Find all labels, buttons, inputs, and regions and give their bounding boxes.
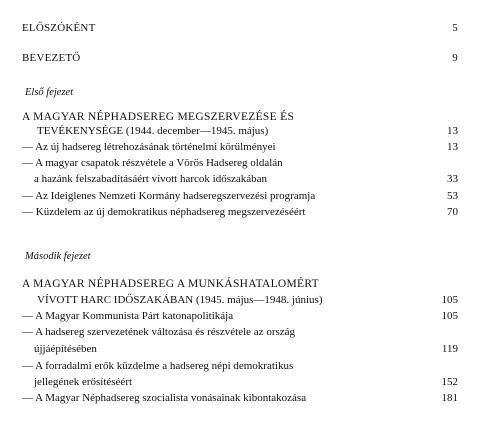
chapter-title-page: 13 bbox=[447, 125, 458, 137]
toc-entry-title: BEVEZETŐ bbox=[22, 52, 81, 64]
toc-item-page: 70 bbox=[447, 206, 458, 218]
toc-item-text: jellegének erősítéséért bbox=[34, 376, 133, 388]
toc-item-page: 181 bbox=[441, 392, 458, 404]
chapter-label-text: Második fejezet bbox=[25, 251, 91, 262]
chapter-title-page: 105 bbox=[441, 294, 458, 306]
toc-item-text: — Az új hadsereg létrehozásának történelmi körülményei bbox=[22, 141, 276, 153]
chapter-title-text: TEVÉKENYSÉGE (1944. december—1945. május) bbox=[37, 125, 269, 137]
chapter-title-text: A MAGYAR NÉPHADSEREG A MUNKÁSHATALOMÉRT bbox=[22, 278, 319, 290]
toc-item-page: 105 bbox=[441, 310, 458, 322]
toc-item-page: 53 bbox=[447, 190, 458, 202]
toc-item-page: 33 bbox=[447, 173, 458, 185]
toc-item-text: a hazánk felszabadításáért vívott harcok időszakában bbox=[34, 173, 268, 185]
toc-entry-title: ELŐSZÓKÉNT bbox=[22, 22, 96, 34]
chapter-label-text: Első fejezet bbox=[25, 87, 74, 98]
toc-item-text: — A Magyar Néphadsereg szocialista vonásainak kibontakozása bbox=[22, 392, 307, 404]
toc-entry-page: 5 bbox=[452, 22, 458, 34]
toc-item-text: — A Magyar Kommunista Párt katonapolitikája bbox=[22, 310, 234, 322]
toc-item-page: 152 bbox=[441, 376, 458, 388]
chapter-title-text: A MAGYAR NÉPHADSEREG MEGSZERVEZÉSE ÉS bbox=[22, 111, 295, 123]
toc-item-text: — Az Ideiglenes Nemzeti Kormány hadseregszervezési programja bbox=[22, 190, 316, 202]
toc-item-text: — A magyar csapatok részvétele a Vörös Hadsereg oldalán bbox=[22, 157, 283, 169]
toc-item-text: — A forradalmi erők küzdelme a hadsereg népi demokratikus bbox=[22, 360, 294, 372]
toc-item-page: 119 bbox=[441, 343, 458, 355]
toc-item-page: 13 bbox=[447, 141, 458, 153]
toc-item-text: újjáépítésében bbox=[34, 343, 97, 355]
toc-entry-page: 9 bbox=[452, 52, 458, 64]
chapter-title-text: VÍVOTT HARC IDŐSZAKÁBAN (1945. május—1948. június) bbox=[37, 294, 323, 306]
toc-item-text: — Küzdelem az új demokratikus néphadsereg megszervezéséért bbox=[22, 206, 306, 218]
toc-item-text: — A hadsereg szervezetének változása és részvétele az ország bbox=[22, 326, 296, 338]
